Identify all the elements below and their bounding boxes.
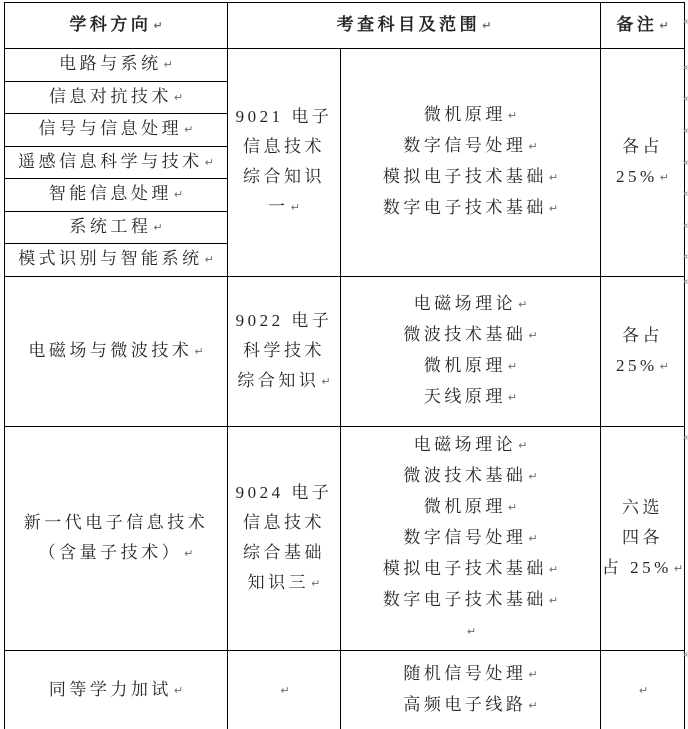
exam-code-text: 一 ↵	[228, 192, 340, 223]
remark-text: 各占	[622, 136, 663, 156]
remark-cell	[601, 276, 685, 426]
subject-text: 微机原理 ↵	[341, 351, 600, 382]
subject-text: 微波技术基础 ↵	[341, 320, 600, 351]
direction-cell	[5, 211, 228, 244]
exam-code-text: 9021 电子	[235, 106, 333, 126]
exam-code-text: 综合知识	[243, 166, 325, 186]
direction-text: 电磁场与微波技术 ↵	[5, 336, 227, 367]
end-of-row-mark-icon	[683, 120, 688, 130]
end-of-row-mark-icon	[683, 88, 688, 98]
header-label-remark: 备注 ↵	[616, 15, 668, 34]
exam-code-cell	[228, 426, 341, 650]
subject-text: 模拟电子技术基础 ↵	[341, 162, 600, 193]
end-of-row-mark-icon	[683, 215, 688, 225]
subject-text: 数字信号处理 ↵	[341, 523, 600, 554]
table-row	[5, 276, 685, 426]
exam-code-text: 信息技术	[243, 512, 325, 532]
direction-cell	[5, 179, 228, 212]
subject-text: 数字电子技术基础 ↵	[341, 193, 600, 224]
table-row	[5, 49, 685, 82]
header-cell-subjects	[228, 3, 601, 49]
remark-text: 六选	[622, 497, 663, 517]
remark-cell-empty	[601, 650, 685, 729]
subject-text: 高频电子线路 ↵	[341, 690, 600, 721]
direction-text: （含量子技术） ↵	[5, 538, 227, 569]
subject-text: 随机信号处理 ↵	[341, 659, 600, 690]
remark-text: 25% ↵	[601, 351, 684, 382]
direction-cell	[5, 276, 228, 426]
table-row	[5, 426, 685, 650]
header-cell-remark	[601, 3, 685, 49]
subject-text: 数字电子技术基础 ↵	[341, 585, 600, 616]
exam-code-text: 综合知识 ↵	[228, 366, 340, 397]
subject-text: 模拟电子技术基础 ↵	[341, 554, 600, 585]
remark-text: 25% ↵	[601, 162, 684, 193]
subject-list-cell	[341, 650, 601, 729]
exam-code-text: 信息技术	[243, 136, 325, 156]
remark-cell	[601, 426, 685, 650]
end-of-row-mark-icon	[683, 183, 688, 193]
direction-text: 信号与信息处理 ↵	[5, 114, 227, 145]
subject-list-cell	[341, 426, 601, 650]
direction-cell	[5, 49, 228, 82]
end-of-row-mark-icon	[683, 57, 688, 67]
subject-text: 微机原理 ↵	[341, 100, 600, 131]
subject-text: 微机原理 ↵	[341, 492, 600, 523]
direction-text: 新一代电子信息技术	[23, 512, 209, 532]
header-row	[5, 3, 685, 49]
paragraph-mark-icon	[341, 616, 600, 647]
direction-cell	[5, 146, 228, 179]
direction-text: 信息对抗技术 ↵	[5, 82, 227, 113]
exam-code-cell	[228, 276, 341, 426]
table-row	[5, 650, 685, 729]
header-label-direction: 学科方向 ↵	[69, 15, 162, 34]
subject-list-cell	[341, 49, 601, 277]
remark-cell	[601, 49, 685, 277]
direction-cell	[5, 244, 228, 277]
subject-list-cell	[341, 276, 601, 426]
remark-text: 四各	[622, 527, 663, 547]
subject-text: 电磁场理论 ↵	[341, 430, 600, 461]
direction-cell	[5, 114, 228, 147]
exam-code-text: 知识三 ↵	[228, 568, 340, 599]
direction-text: 智能信息处理 ↵	[5, 179, 227, 210]
remark-text: 占 25% ↵	[601, 553, 684, 584]
direction-text: 系统工程 ↵	[5, 212, 227, 243]
subject-text: 数字信号处理 ↵	[341, 131, 600, 162]
end-of-row-mark-icon	[683, 152, 688, 162]
exam-code-text: 9022 电子	[235, 310, 333, 330]
header-cell-direction	[5, 3, 228, 49]
exam-subjects-table	[4, 2, 685, 729]
header-label-subjects: 考查科目及范围 ↵	[337, 15, 492, 34]
subject-text: 电磁场理论 ↵	[341, 289, 600, 320]
direction-cell	[5, 81, 228, 114]
paragraph-mark-icon	[601, 675, 684, 706]
exam-code-cell	[228, 49, 341, 277]
paragraph-mark-icon	[228, 675, 340, 706]
exam-code-text: 9024 电子	[235, 482, 333, 502]
end-of-row-mark-icon	[683, 427, 688, 437]
direction-text: 模式识别与智能系统 ↵	[5, 244, 227, 275]
subject-text: 天线原理 ↵	[341, 382, 600, 413]
remark-text: 各占	[622, 325, 663, 345]
direction-text: 电路与系统 ↵	[5, 49, 227, 80]
direction-cell	[5, 650, 228, 729]
exam-code-text: 综合基础	[243, 542, 325, 562]
direction-cell	[5, 426, 228, 650]
subject-text: 微波技术基础 ↵	[341, 461, 600, 492]
direction-text: 同等学力加试 ↵	[5, 675, 227, 706]
direction-text: 遥感信息科学与技术 ↵	[5, 147, 227, 178]
exam-code-text: 科学技术	[243, 340, 325, 360]
end-of-row-mark-icon	[683, 11, 688, 21]
end-of-row-mark-icon	[683, 644, 688, 654]
end-of-row-mark-icon	[683, 246, 688, 256]
exam-code-cell-empty	[228, 650, 341, 729]
end-of-row-mark-icon	[683, 271, 688, 281]
